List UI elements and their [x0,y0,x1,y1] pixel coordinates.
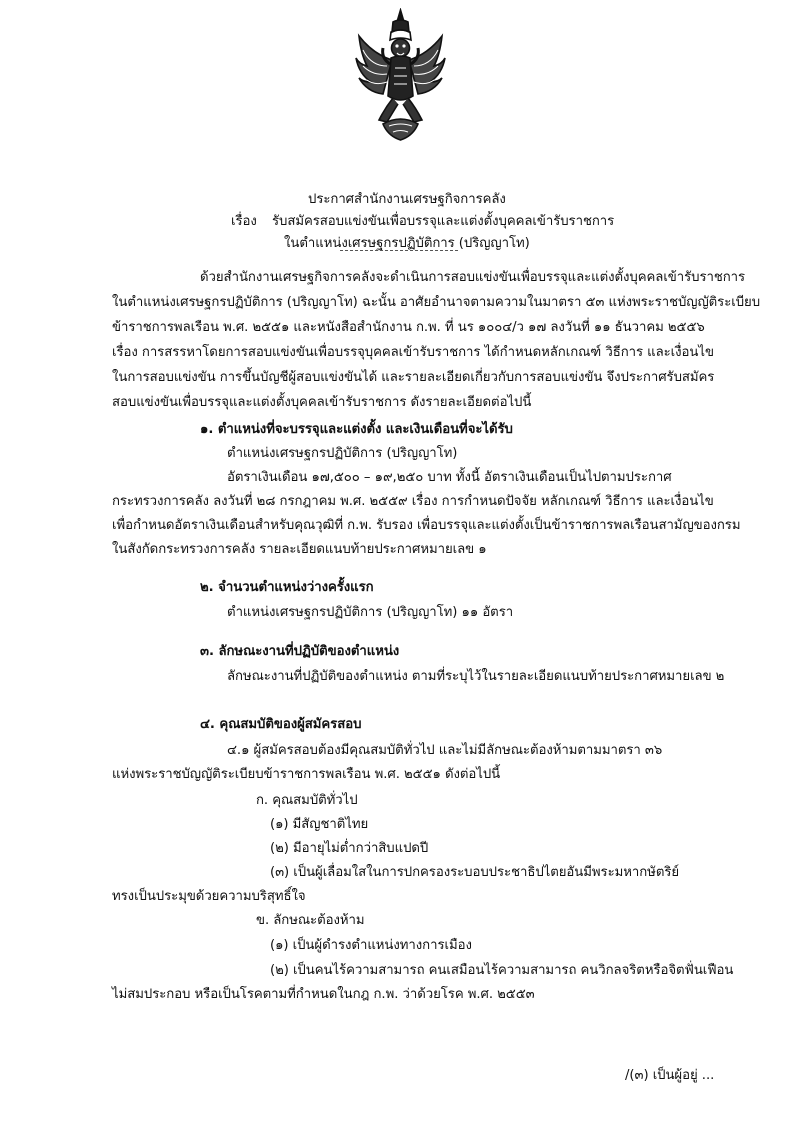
section-4-1-line: ๔.๑ ผู้สมัครสอบต้องมีคุณสมบัติทั่วไป และไม่มีลักษณะต้องห้ามตามมาตรา ๓๖ [227,743,663,758]
general-qualification-item: (๒) มีอายุไม่ต่ำกว่าสิบแปดปี [270,841,429,856]
section-4-heading: ๔. คุณสมบัติของผู้สมัครสอบ [200,717,362,732]
section-3-heading: ๓. ลักษณะงานที่ปฏิบัติของตำแหน่ง [200,644,400,659]
section-1-line: อัตราเงินเดือน ๑๗,๕๐๐ – ๑๙,๒๕๐ บาท ทั้งนี้ อัตราเงินเดือนเป็นไปตามประกาศ [227,470,672,485]
prohibited-heading: ข. ลักษณะต้องห้าม [256,913,365,928]
title-divider [340,250,458,251]
subject-label: เรื่อง [231,214,257,229]
section-3-line: ลักษณะงานที่ปฏิบัติของตำแหน่ง ตามที่ระบุไว้ในรายละเอียดแนบท้ายประกาศหมายเลข ๒ [227,669,725,684]
section-2-heading: ๒. จำนวนตำแหน่งว่างครั้งแรก [200,580,374,595]
section-1-line: ในสังกัดกระทรวงการคลัง รายละเอียดแนบท้ายประกาศหมายเลข ๑ [112,542,487,557]
section-2-line: ตำแหน่งเศรษฐกรปฏิบัติการ (ปริญญาโท) ๑๑ อัตรา [227,605,514,620]
announcement-org: ประกาศสำนักงานเศรษฐกิจการคลัง [308,192,506,207]
intro-line: ข้าราชการพลเรือน พ.ศ. ๒๕๕๑ และหนังสือสำนักงาน ก.พ. ที่ นร ๑๐๐๔/ว ๑๗ ลงวันที่ ๑๑ ธันวาคม ๒๕๕๖ [112,320,705,335]
subject-line-1: รับสมัครสอบแข่งขันเพื่อบรรจุและแต่งตั้งบุคคลเข้ารับราชการ [272,214,615,229]
intro-line: สอบแข่งขันเพื่อบรรจุและแต่งตั้งบุคคลเข้ารับราชการ ดังรายละเอียดต่อไปนี้ [112,395,532,410]
intro-line: ด้วยสำนักงานเศรษฐกิจการคลังจะดำเนินการสอบแข่งขันเพื่อบรรจุและแต่งตั้งบุคคลเข้ารับราชการ [200,270,746,285]
general-qualifications-heading: ก. คุณสมบัติทั่วไป [256,793,358,808]
garuda-emblem-icon [353,8,448,143]
section-1-position: ตำแหน่งเศรษฐกรปฏิบัติการ (ปริญญาโท) [227,446,458,461]
prohibited-item: (๒) เป็นคนไร้ความสามารถ คนเสมือนไร้ความสามารถ คนวิกลจริตหรือจิตฟั่นเฟือน [270,963,734,978]
prohibited-item: (๑) เป็นผู้ดำรงตำแหน่งทางการเมือง [270,938,472,953]
intro-line: ในตำแหน่งเศรษฐกรปฏิบัติการ (ปริญญาโท) ฉะนั้น อาศัยอำนาจตามความในมาตรา ๕๓ แห่งพระราชบัญญัติระเบียบ [112,295,761,310]
section-1-line: กระทรวงการคลัง ลงวันที่ ๒๘ กรกฎาคม พ.ศ. ๒๕๕๙ เรื่อง การกำหนดปัจจัย หลักเกณฑ์ วิธีการ และเงื่อนไข [112,494,714,509]
section-1-heading: ๑. ตำแหน่งที่จะบรรจุและแต่งตั้ง และเงินเดือนที่จะได้รับ [200,422,513,437]
prohibited-item-cont: ไม่สมประกอบ หรือเป็นโรคตามที่กำหนดในกฎ ก.พ. ว่าด้วยโรค พ.ศ. ๒๕๕๓ [112,987,535,1002]
general-qualification-item: (๓) เป็นผู้เลื่อมใสในการปกครองระบอบประชาธิปไตยอันมีพระมหากษัตริย์ [270,865,680,880]
section-1-line: เพื่อกำหนดอัตราเงินเดือนสำหรับคุณวุฒิที่ ก.พ. รับรอง เพื่อบรรจุและแต่งตั้งเป็นข้าราชการพลเรือนสามัญของกรม [112,518,741,533]
continuation-marker: /(๓) เป็นผู้อยู่ ... [625,1068,715,1083]
general-qualification-item-cont: ทรงเป็นประมุขด้วยความบริสุทธิ์ใจ [112,889,306,904]
intro-line: ในการสอบแข่งขัน การขึ้นบัญชีผู้สอบแข่งขันได้ และรายละเอียดเกี่ยวกับการสอบแข่งขัน จึงประกาศรับสมัคร [112,370,715,385]
intro-line: เรื่อง การสรรหาโดยการสอบแข่งขันเพื่อบรรจุบุคคลเข้ารับราชการ ได้กำหนดหลักเกณฑ์ วิธีการ และเงื่อนไข [112,345,714,360]
section-4-1-line: แห่งพระราชบัญญัติระเบียบข้าราชการพลเรือน พ.ศ. ๒๕๕๑ ดังต่อไปนี้ [112,767,501,782]
subject-line-2: ในตำแหน่งเศรษฐกรปฏิบัติการ (ปริญญาโท) [284,236,530,251]
general-qualification-item: (๑) มีสัญชาติไทย [270,817,369,832]
